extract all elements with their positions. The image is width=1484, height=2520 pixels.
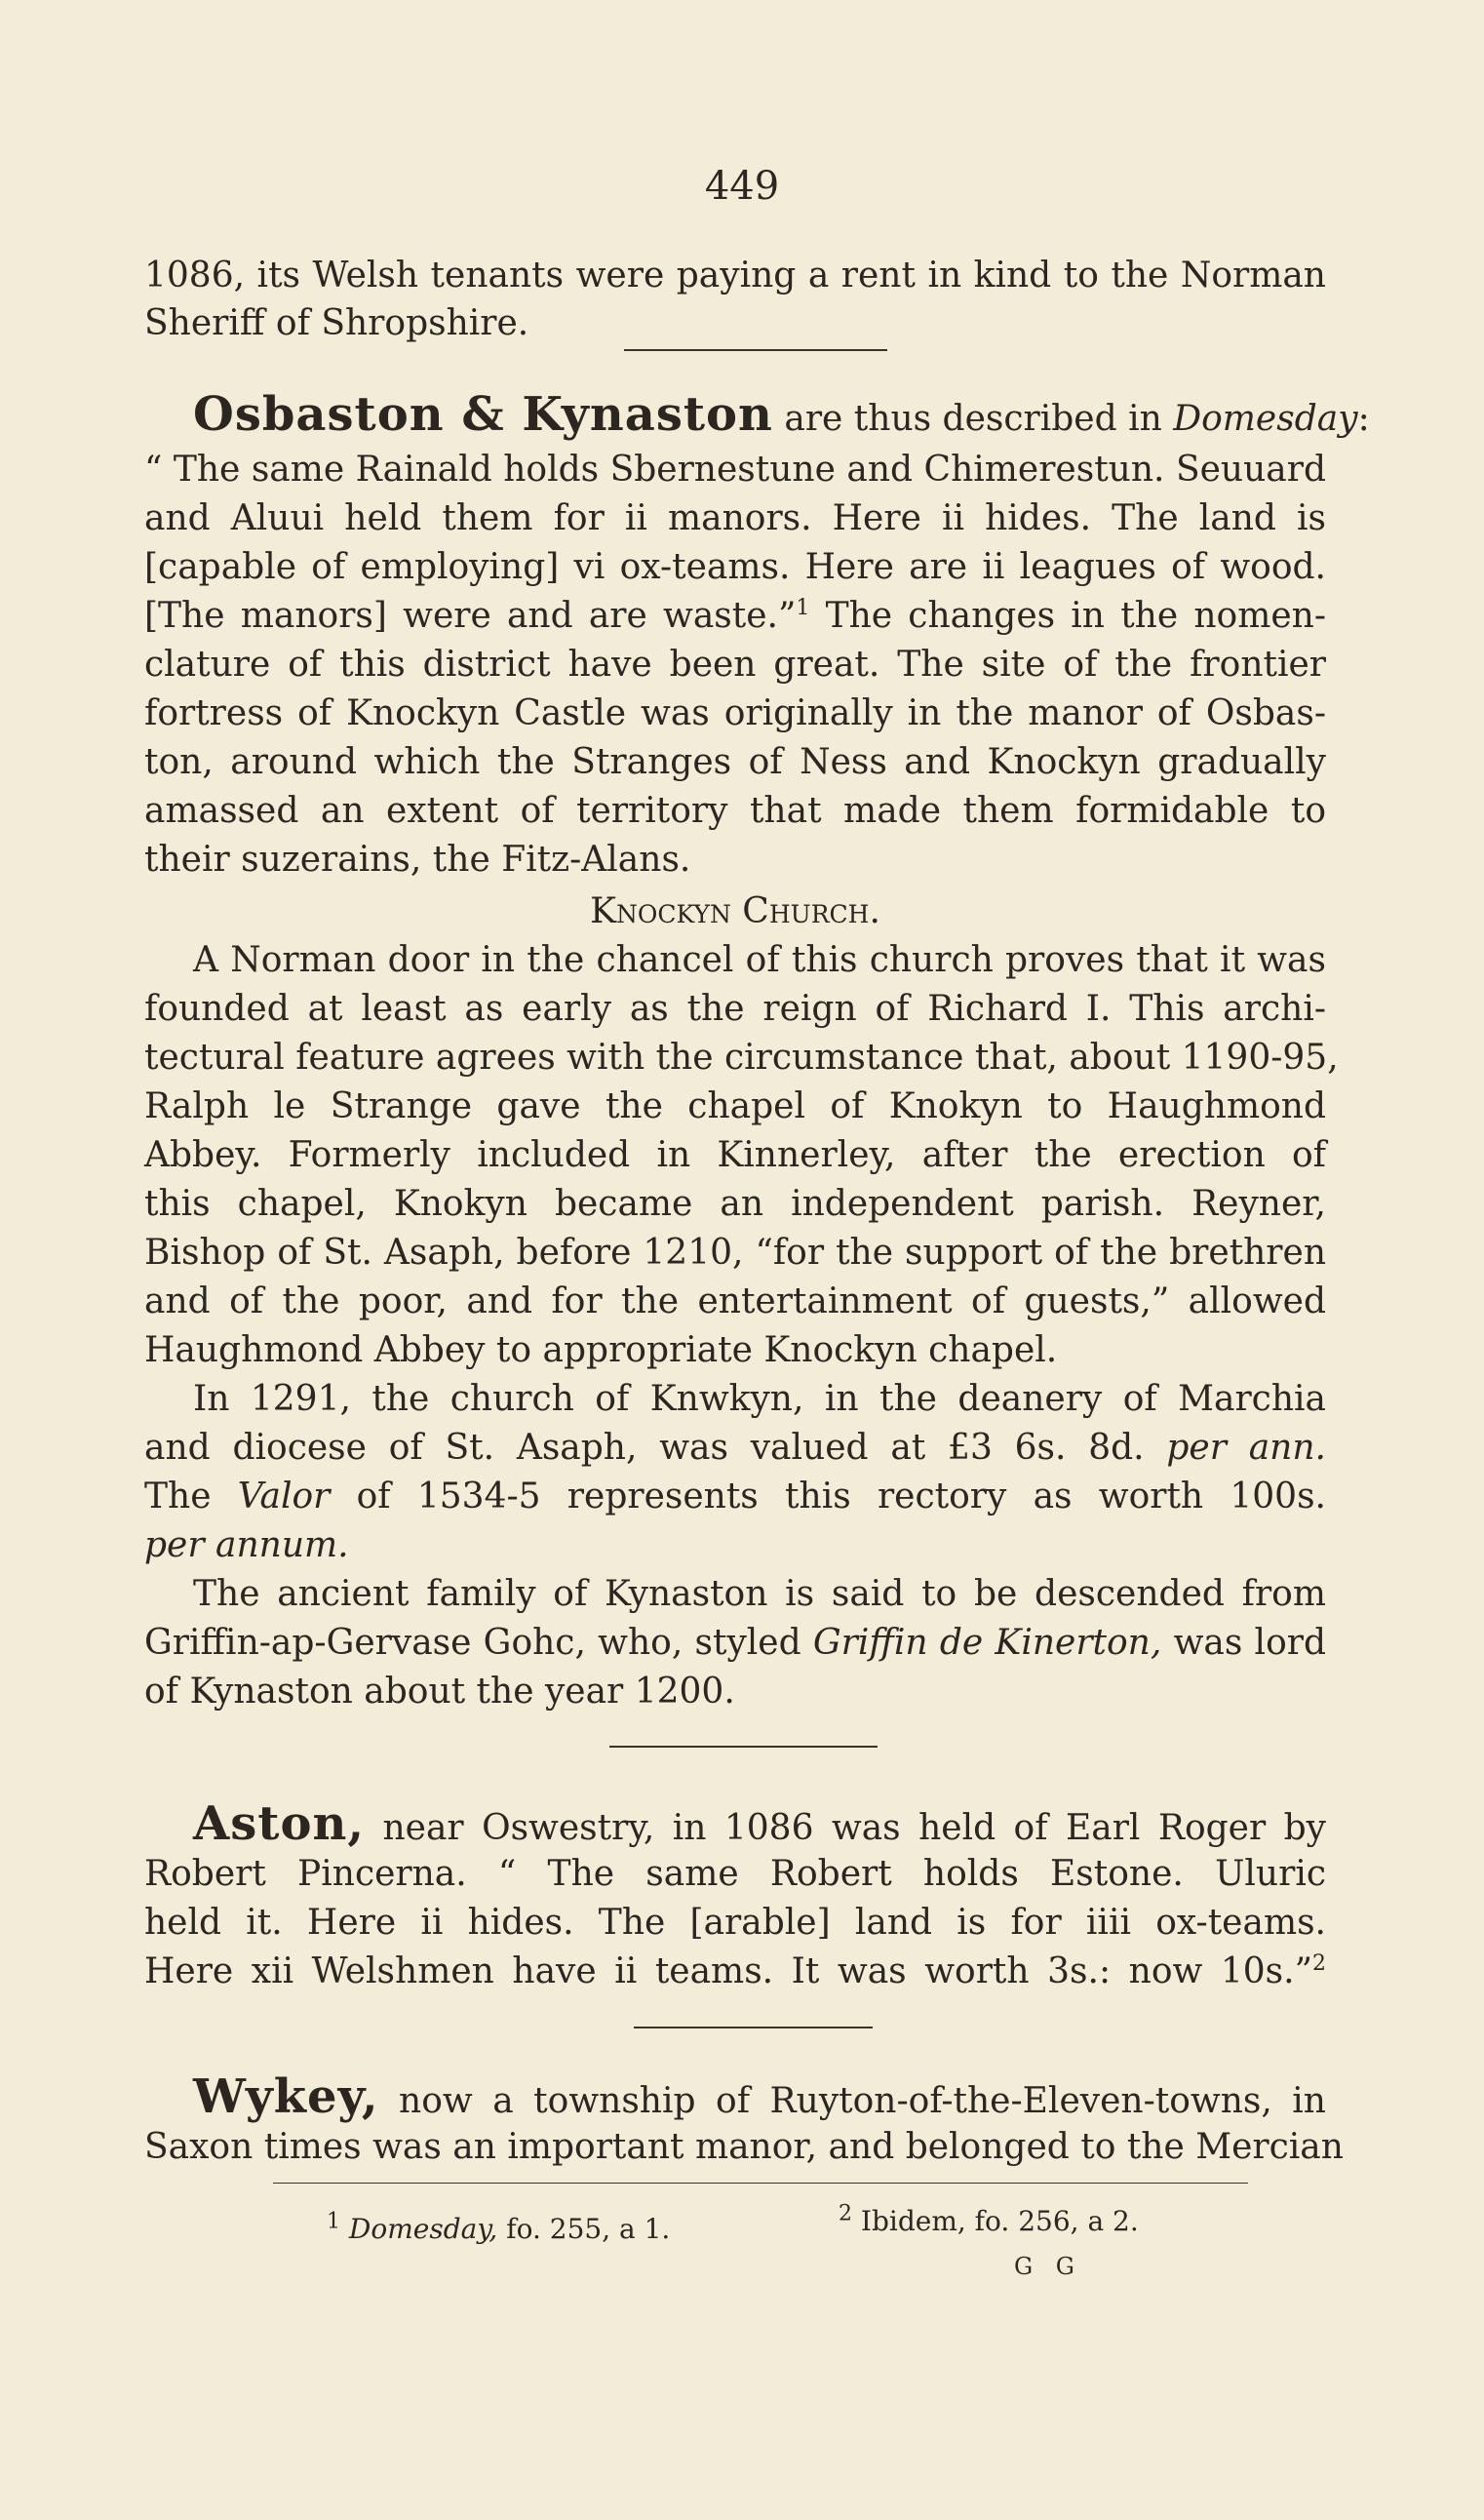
body-line: Bishop of St. Asaph, before 1210, “for the support of the brethren — [144, 1233, 1326, 1273]
body-line: ton, around which the Stranges of Ness and Knockyn gradually — [144, 742, 1326, 782]
body-line: Sheriff of Shropshire. — [144, 303, 529, 343]
body-line: In 1291, the church of Knwkyn, in the deanery of Marchia — [193, 1379, 1326, 1419]
page-number: 449 — [704, 164, 780, 209]
osbaston-lead-line: Osbaston & Kynaston are thus described in Domesday: — [193, 387, 1370, 442]
footnote-ref: 1 — [796, 596, 810, 620]
aston-heading: Aston, — [193, 1796, 366, 1851]
aston-lead-line: Aston, near Oswestry, in 1086 was held of Earl Roger by — [193, 1796, 1326, 1851]
footnote-2: $^2$ Ibidem, fo. 256, a 2. — [839, 2201, 1139, 2237]
body-line: Abbey. Formerly included in Kinnerley, after the erection of — [144, 1135, 1326, 1175]
body-line: Here xii Welshmen have ii teams. It was worth 3s.: now 10s.”$^2$ — [144, 1951, 1326, 1991]
footnote-rule — [273, 2183, 1248, 2184]
body-line: Griffin-ap-Gervase Gohc, who, styled Griffin de Kinerton, was lord — [144, 1623, 1326, 1663]
body-line: Ralph le Strange gave the chapel of Knokyn to Haughmond — [144, 1086, 1326, 1126]
body-line: Robert Pincerna. “ The same Robert holds Estone. Uluric — [144, 1854, 1326, 1894]
body-line: fortress of Knockyn Castle was originally in the manor of Osbas- — [144, 693, 1326, 733]
body-line: Haughmond Abbey to appropriate Knockyn chapel. — [144, 1330, 1058, 1370]
wykey-heading: Wykey, — [193, 2069, 379, 2124]
body-line: amassed an extent of territory that made them formidable to — [144, 791, 1326, 831]
section-divider — [609, 1746, 878, 1748]
body-line: [capable of employing] vi ox-teams. Here are ii leagues of wood. — [144, 547, 1326, 587]
body-line: their suzerains, the Fitz-Alans. — [144, 840, 691, 880]
section-divider — [624, 349, 887, 351]
body-line: A Norman door in the chancel of this church proves that it was — [193, 940, 1326, 980]
osbaston-heading: Osbaston & Kynaston — [193, 387, 773, 442]
body-line: [The manors] were and are waste.”$^1$ The changes in the nomen- — [144, 596, 1326, 636]
body-line: this chapel, Knokyn became an independent parish. Reyner, — [144, 1184, 1326, 1224]
body-line: per annum. — [144, 1525, 349, 1565]
footnote-1: $^1$ Domesday, fo. 255, a 1. — [327, 2209, 671, 2245]
body-line: The Valor of 1534-5 represents this rectory as worth 100s. — [144, 1477, 1326, 1516]
knockyn-church-heading: Knockyn Church. — [590, 891, 880, 931]
body-line: founded at least as early as the reign of Richard I. This archi- — [144, 989, 1326, 1029]
body-line: and Aluui held them for ii manors. Here ii hides. The land is — [144, 498, 1326, 538]
body-line: held it. Here ii hides. The [arable] land is for iiii ox-teams. — [144, 1903, 1326, 1943]
body-line: of Kynaston about the year 1200. — [144, 1672, 735, 1712]
body-line: and diocese of St. Asaph, was valued at £3 6s. 8d. per ann. — [144, 1428, 1326, 1468]
body-line: “ The same Rainald holds Sbernestune and Chimerestun. Seuuard — [144, 450, 1326, 490]
body-line: 1086, its Welsh tenants were paying a rent in kind to the Norman — [144, 256, 1326, 295]
footnote-ref: 2 — [1312, 1951, 1326, 1976]
wykey-lead-line: Wykey, now a township of Ruyton-of-the-Eleven-towns, in — [193, 2069, 1326, 2124]
body-line: tectural feature agrees with the circumstance that, about 1190-95, — [144, 1038, 1339, 1078]
section-divider — [634, 2027, 873, 2028]
body-line: Saxon times was an important manor, and belonged to the Mercian — [144, 2127, 1344, 2167]
signature-mark: G G — [1014, 2253, 1082, 2280]
body-line: clature of this district have been great. The site of the frontier — [144, 645, 1326, 685]
body-line: and of the poor, and for the entertainment of guests,” allowed — [144, 1281, 1326, 1321]
body-line: The ancient family of Kynaston is said to be descended from — [193, 1574, 1326, 1614]
